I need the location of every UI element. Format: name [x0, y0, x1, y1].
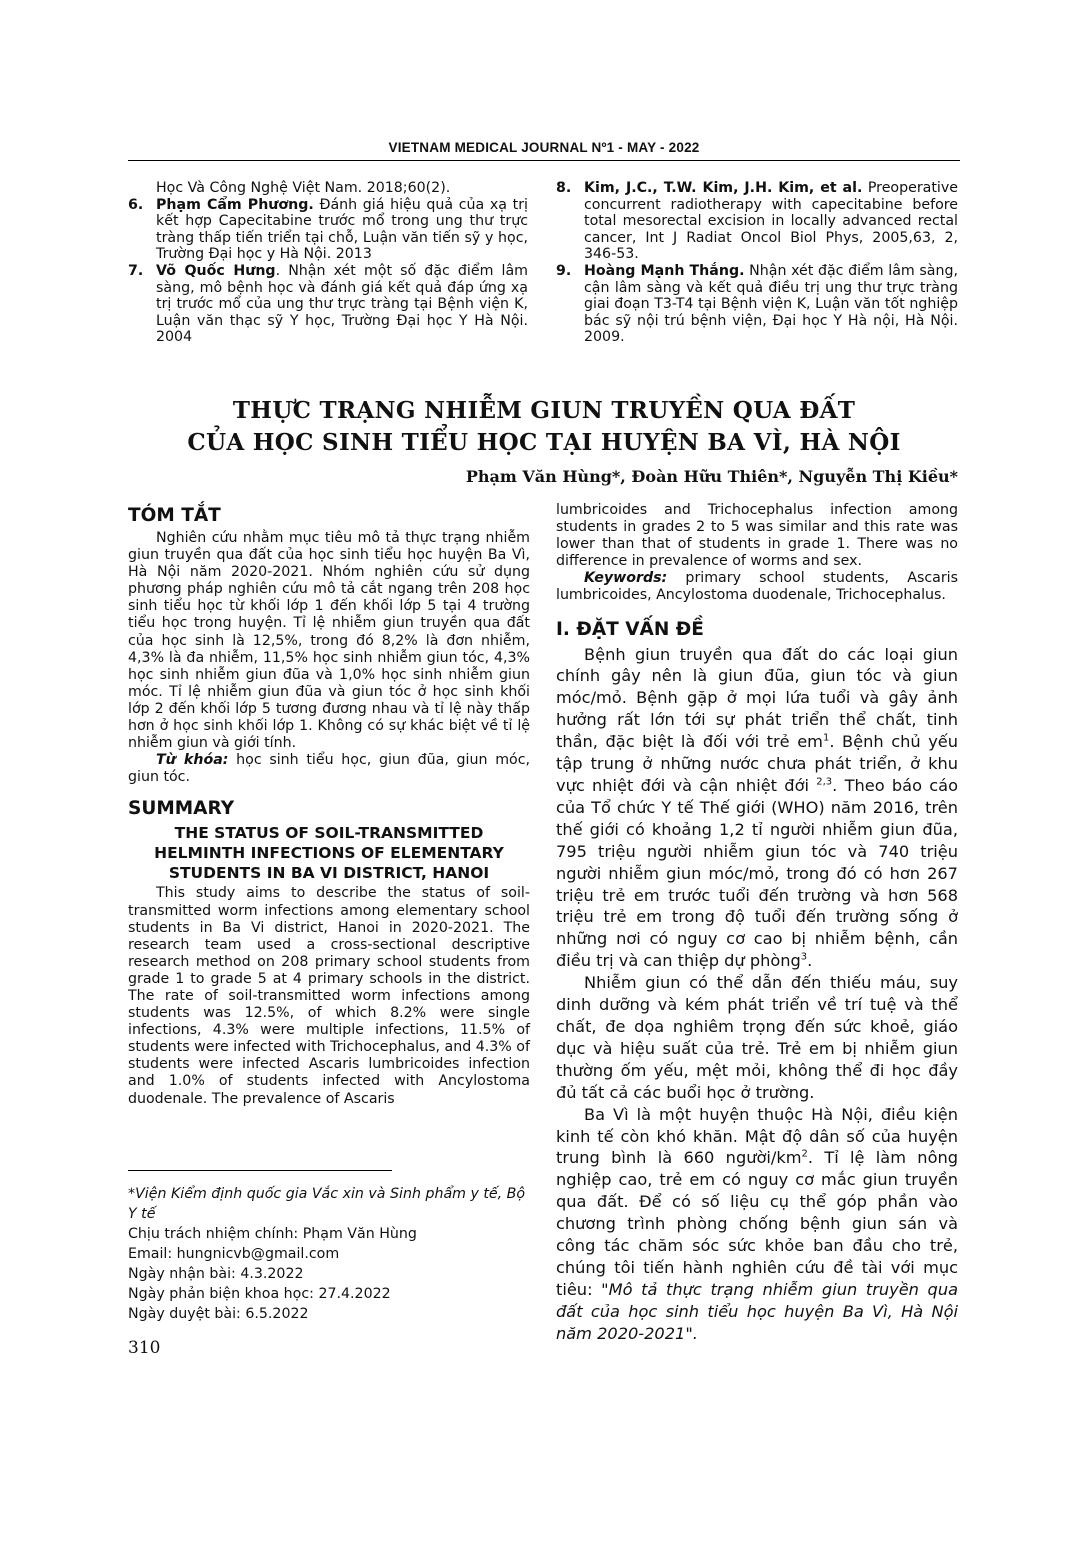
keywords-text: học sinh tiểu học, giun đũa, giun móc, giun tóc.: [128, 752, 530, 786]
article-title: [128, 395, 960, 459]
reference-text: Preoperative concurrent radiotherapy with capecitabine before total mesorectal excision in locally advanced rectal cancer, Int J Radiat Oncol Biol Phys, 2005,63, 2, 346-53.: [584, 180, 958, 263]
citation: 1: [822, 732, 830, 744]
reference-item-8: [556, 180, 958, 263]
summary-title: THE STATUS OF SOIL-TRANSMITTED HELMINTH INFECTIONS OF ELEMENTARY STUDENTS IN BA VI DISTRICT, HANOI: [154, 824, 504, 883]
reference-item-7: [128, 263, 528, 346]
reference-item-9: [556, 263, 958, 346]
reference-text: . Nhận xét một số đặc điểm lâm sàng, mô bệnh học và đánh giá kết quả đáp ứng xạ trị trước mổ của ung thư trực tràng tại Bệnh viện K, Luận văn thạc sỹ Y học, Trường Đại học Y Hà Nội. 2004: [156, 262, 528, 346]
reference-item-6: [128, 197, 528, 263]
text-run: . Bệnh chủ yếu tập trung ở những nước chưa phát triển, ở khu vực nhiệt đới và cận nhiệt đới: [556, 732, 958, 795]
footnote-reviewed: Ngày phản biện khoa học: 27.4.2022: [128, 1286, 391, 1302]
intro-paragraph-1: [556, 644, 958, 973]
reference-author: Hoàng Mạnh Thắng.: [584, 262, 745, 279]
text-run: Bệnh giun truyền qua đất do các loại giun chính gây nên là giun đũa, giun tóc và giun móc/mỏ. Bệnh gặp ở mọi lứa tuổi và gây ảnh hưởng rất lớn tới sự phát triển thể chất, tinh thần, đặc biệt là đối với trẻ em: [556, 644, 958, 752]
header-rule: [128, 160, 960, 161]
running-header: VIETNAM MEDICAL JOURNAL Nº1 - MAY - 2022: [388, 140, 700, 155]
abstract-text: Nghiên cứu nhằm mục tiêu mô tả thực trạng nhiễm giun truyền qua đất của học sinh tiểu học huyện Ba Vì, Hà Nội năm 2020-2021. Nhóm nghiên cứu sử dụng phương pháp nghiên cứu mô tả cắt ngang trên 208 học sinh tiểu học từ khối lớp 1 đến khối lớp 5 tại 4 trường tiểu học trong huyện. Tỉ lệ nhiễm giun truyền qua đất của học sinh là 12,5%, trong đó 8,2% là đơn nhiễm, 4,3% là đa nhiễm, 11,5% học sinh nhiễm giun tóc, 4,3% học sinh nhiễm giun đũa và 1,0% học sinh nhiễm giun móc. Tỉ lệ nhiễm giun đũa và giun tóc ở học sinh khối lớp 2 đến khối lớp 5 tương đương nhau và tỉ lệ này thấp hơn ở học sinh khối lớp 1. Không có sự khác biệt về tỉ lệ nhiễm giun và giới tính.: [128, 530, 530, 752]
intro-paragraph-2: Nhiễm giun có thể dẫn đến thiếu máu, suy dinh dưỡng và kém phát triển về trí tuệ và thể chất, đe dọa nghiêm trọng đến sức khoẻ, giáo dục và hiệu suất của trẻ. Trẻ em bị nhiễm giun thường ốm yếu, mệt mỏi, không thể đi học đầy đủ tất cả các buổi học ở trường.: [556, 973, 958, 1102]
references-right-column: [556, 180, 958, 346]
study-objective: "Mô tả thực trạng nhiễm giun truyền qua đất của học sinh tiểu học huyện Ba Vì, Hà Nội năm 2020-2021".: [556, 1279, 959, 1343]
footnote-received: Ngày nhận bài: 4.3.2022: [128, 1266, 304, 1282]
abstract-heading: TÓM TẮT: [128, 505, 221, 526]
reference-text: Nhận xét đặc điểm lâm sàng, cận lâm sàng và kết quả điều trị ung thư trực tràng giai đoạn T3-T4 tại Bệnh viện K, Luận văn tốt nghiệp bác sỹ nội trú bệnh viện, Đại học Y Hà nội, Hà Nội. 2009.: [584, 262, 958, 346]
keywords-label: Từ khóa:: [156, 752, 229, 769]
citation: 3: [800, 951, 808, 963]
intro-paragraph-3: [556, 1104, 958, 1345]
summary-heading: SUMMARY: [128, 798, 235, 820]
page-number: 310: [128, 1338, 161, 1358]
footnote-approved: Ngày duyệt bài: 6.5.2022: [128, 1306, 309, 1322]
keywords-text: primary school students, Ascaris lumbricoides, Ancylostoma duodenale, Trichocephalus.: [556, 570, 958, 604]
keywords-label: Keywords:: [584, 570, 668, 587]
footnote-responsible: Chịu trách nhiệm chính: Phạm Văn Hùng: [128, 1226, 417, 1242]
text-run: .: [807, 951, 813, 971]
text-run: . Tỉ lệ làm nông nghiệp cao, trẻ em có nguy cơ mắc giun truyền qua đất. Để có số liệu cụ thể góp phần vào chương trình phòng chống bệnh giun sán và công tác chăm sóc sức khỏe ban đầu cho trẻ, chúng tôi tiến hành nghiên cứu đề tài với mục tiêu:: [556, 1148, 959, 1299]
footnote-rule: [128, 1170, 392, 1171]
references-left-column: [128, 180, 528, 346]
section-heading-introduction: I. ĐẶT VẤN ĐỀ: [556, 618, 704, 640]
superscript: 2: [801, 1149, 808, 1161]
citation: 2,3: [816, 776, 833, 788]
reference-number: 8.: [556, 180, 572, 196]
summary-keywords: [556, 570, 958, 604]
reference-author: Kim, J.C., T.W. Kim, J.H. Kim, et al.: [584, 180, 863, 196]
article-title-line-1: THỰC TRẠNG NHIỄM GIUN TRUYỀN QUA ĐẤT: [232, 397, 856, 424]
summary-text: This study aims to describe the status of soil-transmitted worm infections among elementary school students in Ba Vi district, Hanoi in 2020-2021. The research team used a cross-sectional descriptive research method on 208 primary school students from grade 1 to grade 5 at 4 primary schools in the district. The rate of soil-transmitted worm infections among students was 12.5%, of which 8.2% were single infections, 4.3% were multiple infections, 11.5% of students were infected with Trichocephalus, and 4.3% of students were infected Ascaris lumbricoides infection and 1.0% of students infected with Ancylostoma duodenale. The prevalence of Ascaris: [128, 885, 530, 1107]
summary-text-continued: lumbricoides and Trichocephalus infection among students in grades 2 to 5 was similar and this rate was lower than that of students in grade 1. There was no difference in prevalence of worms and sex.: [556, 502, 958, 570]
reference-number: 6.: [128, 196, 144, 213]
reference-author: Phạm Cẩm Phương.: [156, 196, 314, 213]
text-run: . Theo báo cáo của Tổ chức Y tế Thế giới (WHO) năm 2016, trên thế giới có khoảng 1,2 tỉ người nhiễm giun đũa, 795 triệu người nhiễm giun tóc và 740 triệu người nhiễm giun móc/mỏ, trong đó có hơn 267 triệu trẻ em trước tuổi đến trường và hơn 568 triệu trẻ em trong độ tuổi đến trường sống ở những nơi có nguy cơ cao bị nhiễm bệnh, cần điều trị và can thiệp dự phòng: [556, 776, 958, 971]
text-run: Ba Vì là một huyện thuộc Hà Nội, điều kiện kinh tế còn khó khăn. Mật độ dân số của huyện trung bình là 660 người/km: [556, 1104, 958, 1168]
footnote-affiliation: *Viện Kiểm định quốc gia Vắc xin và Sinh phẩm y tế, Bộ Y tế: [128, 1186, 526, 1222]
footnotes: [128, 1184, 530, 1324]
article-title-line-2: CỦA HỌC SINH TIỂU HỌC TẠI HUYỆN BA VÌ, HÀ NỘI: [187, 429, 901, 456]
left-main-column: [128, 505, 530, 1108]
footnote-email: Email: hungnicvb@gmail.com: [128, 1246, 340, 1262]
article-authors: Phạm Văn Hùng*, Đoàn Hữu Thiên*, Nguyễn Thị Kiều*: [465, 467, 958, 486]
reference-continuation: Học Và Công Nghệ Việt Nam. 2018;60(2).: [156, 180, 451, 196]
abstract-keywords: [128, 752, 530, 786]
reference-author: Võ Quốc Hưng: [156, 262, 276, 279]
right-main-column: [556, 502, 958, 1345]
reference-text: Đánh giá hiệu quả của xạ trị kết hợp Capecitabine trước mổ trong ung thư trực tràng thấp tiến triển tại chỗ, Luận văn tiến sỹ y học, Trường Đại học y Hà Nội. 2013: [156, 196, 528, 263]
reference-number: 7.: [128, 262, 144, 279]
reference-number: 9.: [556, 262, 572, 279]
